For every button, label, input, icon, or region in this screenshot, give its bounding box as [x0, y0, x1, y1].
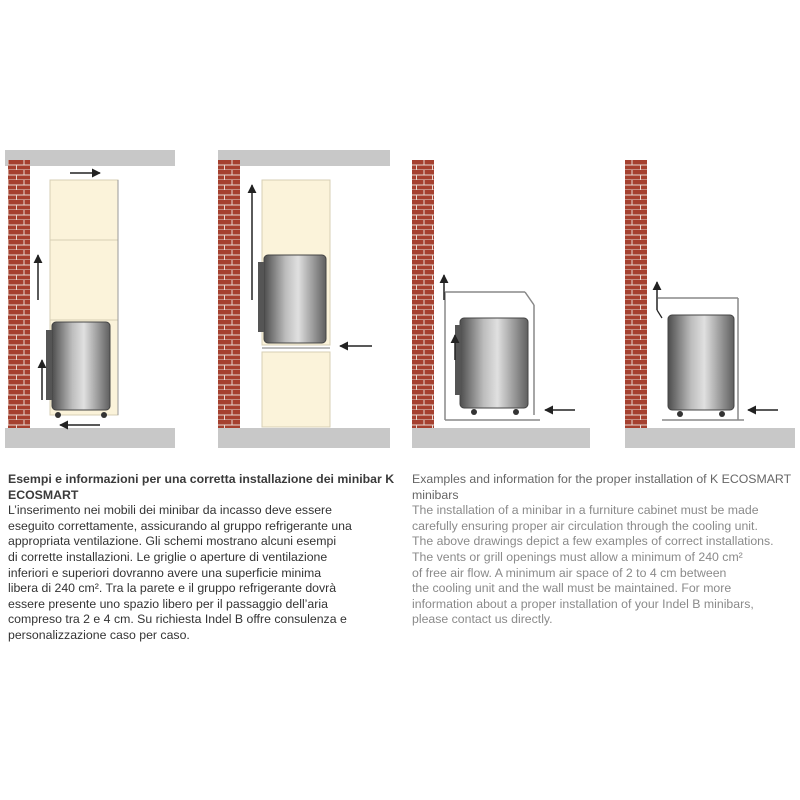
diagram-1-column-cabinet	[5, 150, 175, 448]
italian-heading: Esempi e informazioni per una corretta installazione dei minibar K ECOSMART	[8, 472, 395, 502]
english-text-column	[412, 472, 798, 628]
italian-body: L’inserimento nei mobili dei minibar da incasso deve essere eseguito correttamente, assicurando al gruppo refrigerante una appropriata ventilazione. Gli schemi mostrano alcuni esempi di corrette installazioni. Le griglie o aperture di ventilazione inferiori e superiori dovranno avere una superficie minima libera di 240 cm². Tra la parete e il gruppo refrigerante dovrà essere presente uno spazio libero per il passaggio dell’aria compreso tra 2 e 4 cm. Su richiesta Indel B offre consulenza e personalizzazione caso per caso.	[8, 503, 352, 642]
italian-text-column	[8, 472, 400, 649]
diagram-2-cabinet-with-lower-vent	[218, 150, 390, 448]
diagram-4-under-counter	[625, 160, 795, 448]
english-body: The installation of a minibar in a furniture cabinet must be made carefully ensuring proper air circulation through the cooling unit. The above drawings depict a few examples of correct installations. The vents or grill openings must allow a minimum of 240 cm² of free air flow. A minimum air space of 2 to 4 cm between the cooling unit and the wall must be maintained. For more information about a proper installation of your Indel B minibars, please contact us directly.	[412, 503, 774, 627]
diagram-3-open-frame	[412, 160, 590, 448]
english-heading: Examples and information for the proper installation of K ECOSMART minibars	[412, 472, 791, 502]
